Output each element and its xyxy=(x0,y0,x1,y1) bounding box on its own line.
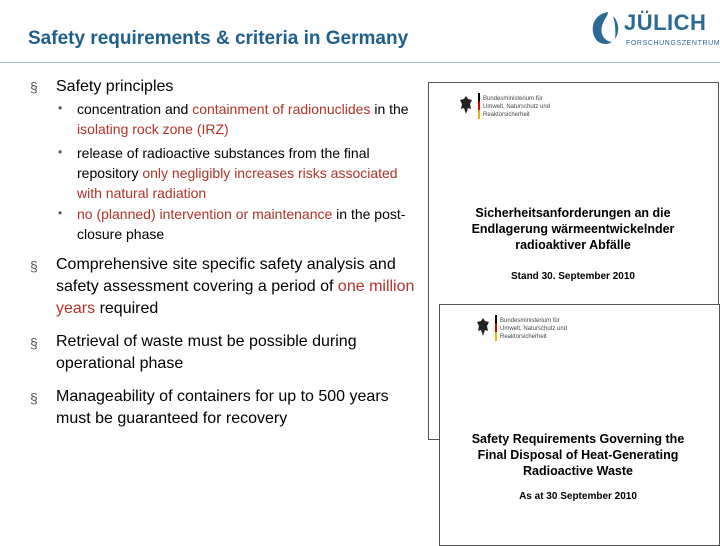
sub-bullet-marker: • xyxy=(58,145,63,159)
text-plain: Comprehensive site specific safety analysis and safety assessment covering a period of xyxy=(56,256,396,295)
section-marker: § xyxy=(30,390,38,406)
text-highlight: no (planned) intervention or maintenance xyxy=(77,206,333,222)
document-cover-english xyxy=(439,304,720,546)
bullet-retrieval: Retrieval of waste must be possible during operational phase xyxy=(56,333,357,372)
ministry-name: Bundesministerium für Umwelt, Naturschutz und Reaktorsicherheit xyxy=(500,318,568,340)
section-marker: § xyxy=(30,335,38,351)
text-plain: in the xyxy=(370,101,409,117)
flag-stripe xyxy=(495,315,497,341)
logo-subtitle: FORSCHUNGSZENTRUM xyxy=(626,40,720,47)
document-title-english: Safety Requirements Governing the Final Disposal of Heat-Generating Radioactive Waste xyxy=(471,432,685,478)
ministry-name: Bundesministerium für Umwelt, Naturschutz und Reaktorsicherheit xyxy=(483,96,551,118)
bullet-manageability: Manageability of containers for up to 500 years must be guaranteed for recovery xyxy=(56,388,389,427)
sub-bullet-release xyxy=(77,143,422,203)
sub-bullet-concentration xyxy=(77,99,422,139)
text-plain: release of radioactive substances from the final repository xyxy=(77,145,370,181)
bullet-safety-principles: Safety principles xyxy=(56,78,174,95)
text-plain: in the post-closure phase xyxy=(77,206,406,242)
text-plain: concentration and xyxy=(77,101,193,117)
flag-stripe xyxy=(478,93,480,119)
text-highlight: only negligibly increases risks associated with natural radiation xyxy=(77,165,398,201)
header-rule xyxy=(0,62,720,63)
juelich-logo xyxy=(586,8,720,52)
text-highlight: one million years xyxy=(56,278,415,317)
section-marker: § xyxy=(30,258,38,274)
document-date-german: Stand 30. September 2010 xyxy=(511,271,635,282)
text-highlight: isolating rock zone (IRZ) xyxy=(77,121,229,137)
document-title-german: Sicherheitsanforderungen an die Endlagerung wärmeentwickelnder radioaktiver Abfälle xyxy=(471,206,675,252)
sub-bullet-marker: • xyxy=(58,101,63,115)
sub-bullet-marker: • xyxy=(58,206,63,220)
page-title: Safety requirements & criteria in Germany xyxy=(28,28,409,49)
bullet-safety-analysis xyxy=(56,254,416,320)
section-marker: § xyxy=(30,79,38,95)
federal-eagle-icon xyxy=(476,317,490,337)
text-plain: required xyxy=(95,300,159,317)
document-date-english: As at 30 September 2010 xyxy=(519,491,637,502)
federal-eagle-icon xyxy=(459,95,473,115)
logo-name: JÜLICH xyxy=(624,10,707,35)
juelich-logo-mark-icon xyxy=(586,8,622,48)
text-highlight: containment of radionuclides xyxy=(192,101,371,117)
sub-bullet-intervention xyxy=(77,204,422,244)
